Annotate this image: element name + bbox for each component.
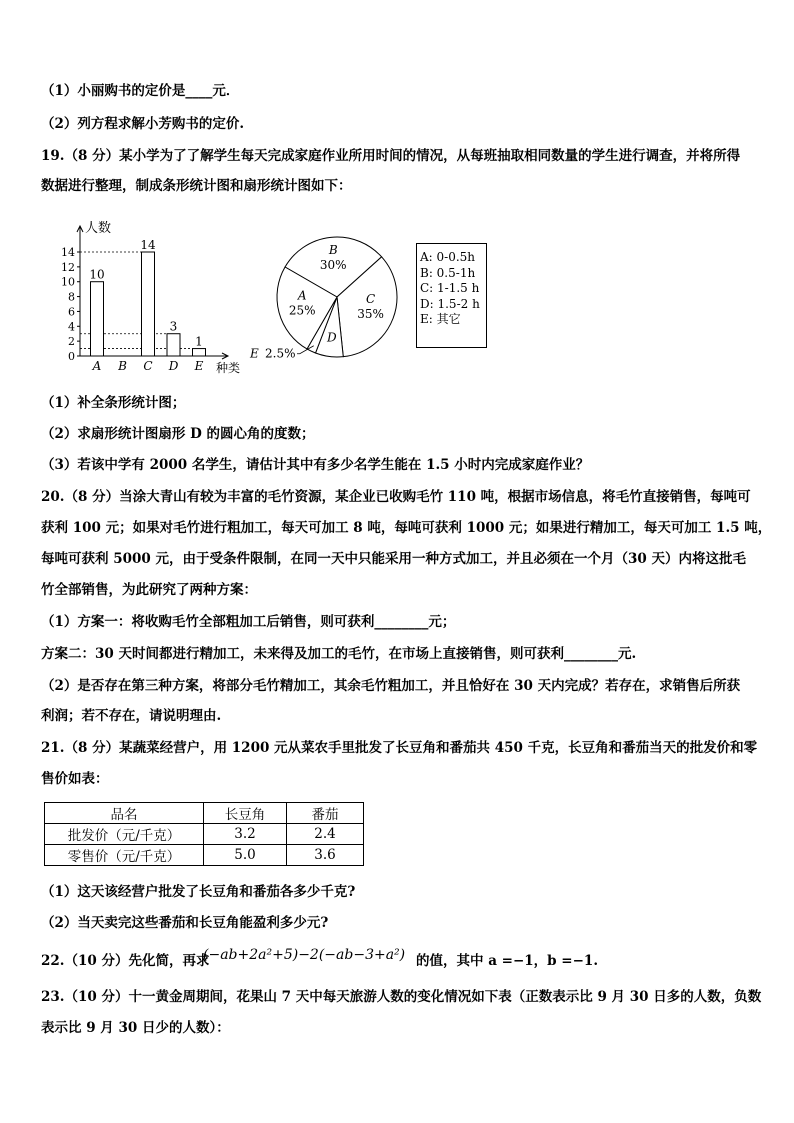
bar-chart-xlabel: 种类	[216, 361, 241, 375]
bar-data-label: 3	[169, 319, 178, 334]
table-cell: 2.4	[287, 824, 364, 845]
table-header: 品名	[45, 803, 204, 824]
q20-part1b: 方案二：30 天时间都进行精加工，未来得及加工的毛竹，在市场上直接销售，则可获利________元.	[41, 646, 637, 662]
q21-line1: 21.（8 分）某蔬菜经营户，用 1200 元从菜农手里批发了长豆角和番茄共 450 千克，长豆角和番茄当天的批发价和零	[41, 740, 758, 756]
x-tick-label: D	[168, 359, 179, 373]
y-tick-label: 14	[61, 246, 75, 259]
y-tick-label: 12	[61, 260, 75, 274]
q20-part2b: 利润；若不存在，请说明理由.	[41, 708, 222, 724]
q21-part2: （2）当天卖完这些番茄和长豆角能盈利多少元?	[41, 915, 329, 931]
q19-part3: （3）若该中学有 2000 名学生，请估计其中有多少名学生能在 1.5 小时内完成家庭作业？	[41, 457, 590, 473]
legend-item-e: E: 其它	[420, 312, 461, 326]
q19-intro-line2: 数据进行整理，制成条形统计图和扇形统计图如下：	[41, 178, 352, 194]
table-cell: 零售价（元/千克）	[45, 845, 204, 866]
legend-item-b: B: 0.5-1h	[420, 265, 476, 280]
q20-part2a: （2）是否存在第三种方案，将部分毛竹精加工，其余毛竹粗加工，并且恰好在 30 天内完成？若存在，求销售后所获	[41, 678, 741, 694]
pie-percent-c: 35%	[357, 306, 384, 321]
bar-d	[167, 334, 180, 356]
x-tick-label: E	[194, 359, 204, 373]
q20-part1a: （1）方案一：将收购毛竹全部粗加工后销售，则可获利________元；	[41, 614, 456, 630]
q20-line4: 竹全部销售，为此研究了两种方案：	[41, 582, 257, 598]
y-tick-label: 6	[68, 305, 75, 319]
y-tick-label: 8	[68, 290, 75, 304]
q18-part1: （1）小丽购书的定价是____元．	[41, 83, 240, 99]
pie-chart	[245, 230, 410, 360]
table-header: 长豆角	[204, 803, 287, 824]
q22-prefix: 22.（10 分）先化简，再求	[41, 953, 210, 969]
pie-percent-a: 25%	[288, 303, 316, 318]
pie-label-c: C	[366, 291, 376, 306]
q22-expression: (−ab+2a²+5)−2(−ab−3+a²)	[203, 947, 406, 963]
x-tick-label: C	[143, 359, 153, 373]
table-row	[45, 824, 364, 845]
q20-line1: 20.（8 分）当涂大青山有较为丰富的毛竹资源，某企业已收购毛竹 110 吨，根据市场信息，将毛竹直接销售，每吨可	[41, 489, 751, 505]
pie-percent-e: 2.5%	[265, 346, 296, 360]
x-tick-label: B	[118, 359, 127, 373]
q19-intro-line1: 19.（8 分）某小学为了了解学生每天完成家庭作业所用时间的情况，从每班抽取相同数量的学生进行调查，并将所得	[41, 148, 741, 164]
table-cell: 3.2	[204, 824, 287, 845]
x-tick-label: A	[92, 359, 102, 373]
bar-chart-bars	[89, 238, 205, 356]
table-header-row	[45, 803, 364, 824]
y-tick-label: 4	[68, 320, 75, 334]
q20-line3: 每吨可获利 5000 元，由于受条件限制，在同一天中只能采用一种方式加工，并且必须在一个月（30 天）内将这批毛	[41, 551, 746, 567]
pie-label-d: D	[326, 330, 337, 345]
pie-percent-b: 30%	[319, 258, 347, 273]
y-tick-label: 0	[68, 350, 75, 363]
q23-line2: 表示比 9 月 30 日少的人数）：	[41, 1020, 230, 1036]
table-cell: 批发价（元/千克）	[45, 824, 204, 845]
table-cell: 5.0	[204, 845, 287, 866]
bar-e	[193, 349, 206, 356]
q18-part2: （2）列方程求解小芳购书的定价.	[41, 116, 245, 132]
q23-line1: 23.（10 分）十一黄金周期间，花果山 7 天中每天旅游人数的变化情况如下表（正数表示比 9 月 30 日多的人数，负数	[41, 989, 762, 1005]
bar-chart-ylabel: 人数	[85, 221, 112, 236]
legend-item-c: C: 1-1.5 h	[420, 281, 480, 295]
y-tick-label: 10	[61, 275, 75, 289]
bar-chart-categories	[92, 359, 204, 373]
chart-legend	[416, 243, 487, 348]
pie-label-a: A	[297, 288, 307, 303]
legend-item-d: D: 1.5-2 h	[420, 296, 480, 311]
q19-part1: （1）补全条形统计图；	[41, 395, 186, 411]
table-row	[45, 845, 364, 866]
q20-line2: 获利 100 元；如果对毛竹进行粗加工，每天可加工 8 吨，每吨可获利 1000 元；如果进行精加工，每天可加工 1.5 吨，	[41, 520, 772, 536]
bar-data-label: 1	[195, 334, 203, 349]
pie-label-e: E	[250, 346, 259, 360]
q19-part2: （2）求扇形统计图扇形 D 的圆心角的度数；	[41, 426, 315, 442]
bar-a	[91, 282, 104, 356]
legend-item-a: A: 0-0.5h	[420, 250, 476, 264]
q21-part1: （1）这天该经营户批发了长豆角和番茄各多少千克?	[41, 884, 356, 900]
price-table	[44, 802, 364, 866]
q22-suffix: 的值，其中 a =−1，b =−1.	[416, 953, 599, 969]
table-cell: 3.6	[287, 845, 364, 866]
bar-data-label: 14	[140, 238, 156, 252]
bar-chart	[58, 216, 253, 376]
bar-data-label: 10	[89, 267, 105, 282]
q21-line2: 售价如表：	[41, 771, 109, 787]
y-tick-label: 2	[68, 335, 75, 349]
bar-c	[142, 252, 155, 356]
pie-label-b: B	[328, 243, 338, 258]
table-header: 番茄	[287, 803, 364, 824]
